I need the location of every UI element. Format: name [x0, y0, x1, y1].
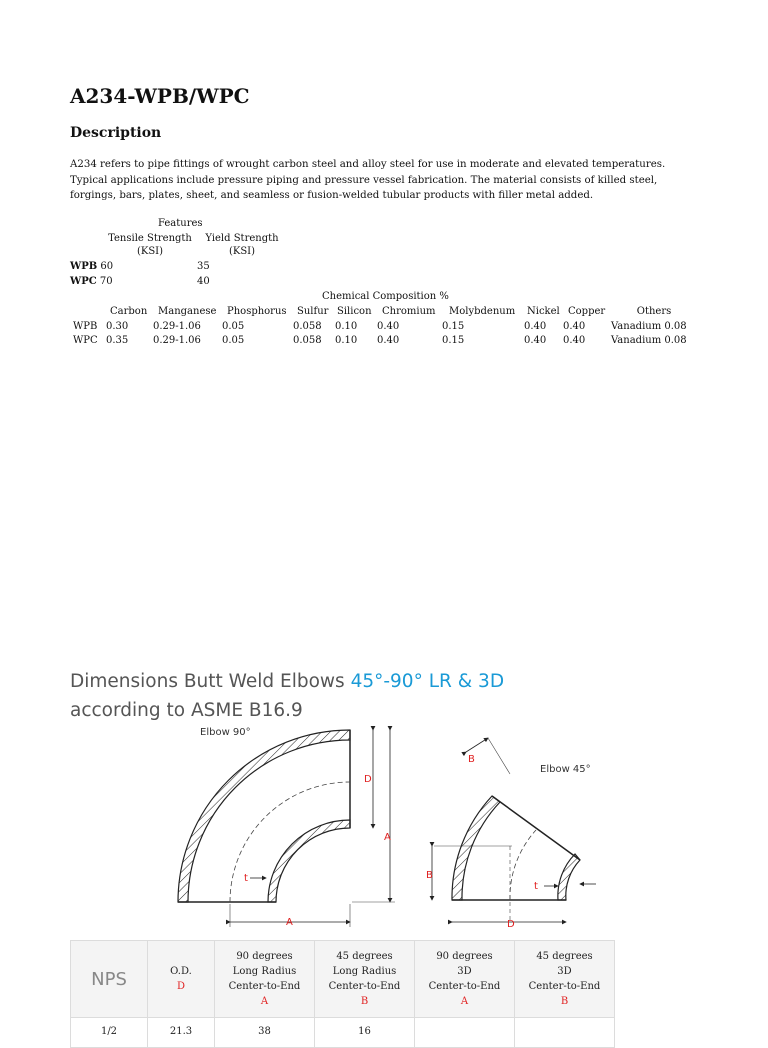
chem-value: 0.058: [293, 321, 322, 332]
chem-header: Nickel: [527, 306, 560, 317]
chem-header: Chromium: [382, 306, 436, 317]
description-heading: Description: [70, 125, 162, 141]
header-line: 90 degrees: [436, 951, 493, 962]
dim-label-a-vertical: A: [384, 832, 391, 843]
dimensions-title-suffix: according to ASME B16.9: [70, 700, 303, 721]
dim-label-d-45: D: [507, 919, 515, 930]
cell-od: 21.3: [148, 1018, 215, 1048]
chemical-caption: Chemical Composition %: [322, 291, 449, 302]
chem-value: 0.40: [377, 321, 400, 332]
features-tensile-value: 60: [100, 261, 114, 272]
header-45-lr: [315, 941, 415, 1018]
tensile-header-line1: Tensile Strength: [108, 233, 192, 244]
header-line: 45 degrees: [336, 951, 393, 962]
chem-value: 0.30: [106, 321, 129, 332]
cell-90-lr: 38: [215, 1018, 315, 1048]
dimensions-title-prefix: Dimensions Butt Weld Elbows: [70, 671, 351, 692]
features-header-tensile: [108, 232, 192, 258]
dimensions-title-accent: 45°-90° LR & 3D: [350, 671, 505, 692]
features-header-yield: [203, 232, 281, 258]
features-tensile-value: 70: [99, 276, 113, 287]
dim-label-b-45: B: [468, 754, 475, 765]
header-90-3d: [415, 941, 515, 1018]
chem-value: Vanadium 0.08: [611, 321, 687, 332]
features-row-wpb: [70, 260, 113, 273]
dim-label-t-45: t: [534, 881, 538, 892]
chem-header: Molybdenum: [449, 306, 516, 317]
description-text: A234 refers to pipe fittings of wrought carbon steel and alloy steel for use in moderate and elevated temperatures. Typical applications include pressure piping and pressure vessel fabrication. The material consists of killed steel, forgings, bars, plates, sheet, and seamless or fusion-welded tubular products with filler metal added.: [70, 159, 666, 202]
header-line: Center-to-End: [428, 981, 501, 992]
chem-header: Phosphorus: [227, 306, 287, 317]
dim-label-a: A: [286, 917, 293, 928]
header-od-symbol: D: [176, 981, 186, 992]
header-od: [148, 941, 215, 1018]
cell-45-lr: 16: [315, 1018, 415, 1048]
cell-45-3d: [515, 1018, 615, 1048]
cell-90-3d: [415, 1018, 515, 1048]
yield-header-line1: Yield Strength: [205, 233, 279, 244]
table-row: [71, 1018, 615, 1048]
elbow-90-label: Elbow 90°: [200, 727, 251, 738]
header-line: Center-to-End: [228, 981, 301, 992]
features-grade: WPC: [70, 276, 97, 287]
header-nps: NPS: [71, 941, 148, 1018]
header-45-3d: [515, 941, 615, 1018]
features-row-wpc: [70, 275, 113, 288]
header-line: Center-to-End: [528, 981, 601, 992]
chem-value: 0.35: [106, 335, 129, 346]
chem-header: Others: [636, 306, 672, 317]
chem-value: 0.40: [377, 335, 400, 346]
header-symbol: A: [260, 996, 269, 1007]
header-symbol: B: [560, 996, 569, 1007]
chem-value: Vanadium 0.08: [611, 335, 687, 346]
dim-label-d: D: [364, 774, 372, 785]
chem-value: 0.058: [293, 335, 322, 346]
chem-header: Silicon: [337, 306, 372, 317]
features-yield-value: 40: [197, 276, 210, 287]
chem-value: 0.40: [563, 335, 586, 346]
header-od-line1: O.D.: [170, 966, 192, 977]
dim-label-t: t: [244, 873, 248, 884]
header-line: 3D: [557, 966, 572, 977]
chem-value: 0.05: [222, 335, 245, 346]
header-line: Long Radius: [332, 966, 397, 977]
yield-header-line2: (KSI): [228, 246, 256, 257]
chem-header: Manganese: [158, 306, 217, 317]
header-line: 45 degrees: [536, 951, 593, 962]
elbow-90-drawing: [178, 730, 395, 927]
dimensions-table-header: [71, 941, 615, 1018]
tensile-header-line2: (KSI): [136, 246, 164, 257]
chem-value: 0.05: [222, 321, 245, 332]
chem-header: Sulfur: [297, 306, 329, 317]
chem-grade: WPC: [73, 335, 98, 346]
header-line: 3D: [457, 966, 472, 977]
header-line: Center-to-End: [328, 981, 401, 992]
features-grade: WPB: [70, 261, 98, 272]
chem-value: 0.40: [524, 321, 547, 332]
elbow-diagram: [170, 722, 610, 932]
features-yield-value: 35: [197, 261, 210, 272]
chem-grade: WPB: [73, 321, 98, 332]
chem-value: 0.10: [335, 335, 358, 346]
header-line: 90 degrees: [236, 951, 293, 962]
chem-value: 0.15: [442, 321, 465, 332]
chem-value: 0.29-1.06: [153, 335, 201, 346]
dimensions-title: [70, 667, 710, 725]
page-title: A234-WPB/WPC: [70, 84, 250, 108]
dimensions-table: [70, 940, 615, 1048]
chem-value: 0.29-1.06: [153, 321, 201, 332]
chem-value: 0.40: [524, 335, 547, 346]
chem-header: Copper: [568, 306, 606, 317]
chem-value: 0.40: [563, 321, 586, 332]
header-line: Long Radius: [232, 966, 297, 977]
chem-value: 0.10: [335, 321, 358, 332]
chem-header: Carbon: [110, 306, 148, 317]
chem-value: 0.15: [442, 335, 465, 346]
elbow-45-label: Elbow 45°: [540, 764, 591, 775]
cell-nps: 1/2: [71, 1018, 148, 1048]
header-90-lr: [215, 941, 315, 1018]
header-symbol: A: [460, 996, 469, 1007]
header-symbol: B: [360, 996, 369, 1007]
dim-label-b-vertical: B: [426, 870, 433, 881]
features-caption: Features: [158, 218, 203, 229]
